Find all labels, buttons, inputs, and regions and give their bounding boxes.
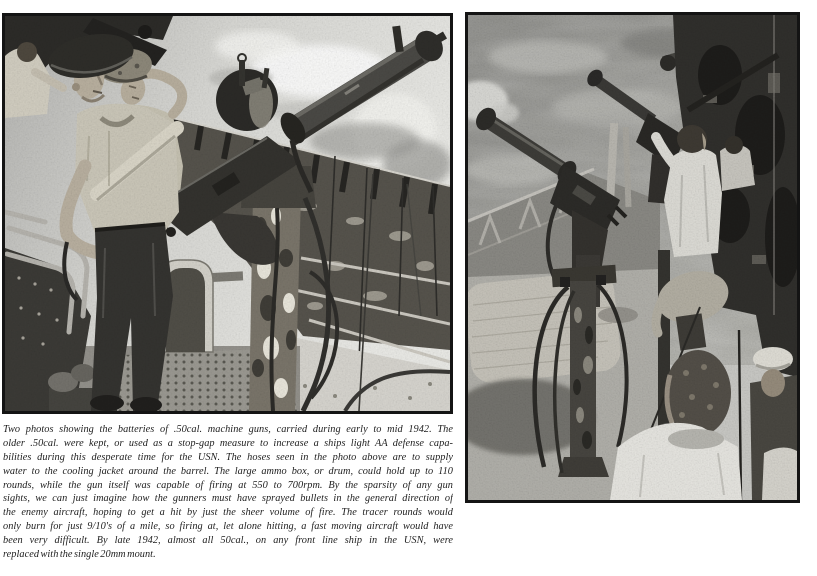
figure-left-photo — [2, 13, 453, 414]
figure-right-photo — [465, 12, 800, 503]
caption-line: Two photos showing the batteries of .50cal. machine guns, carried during early to mid 1942. The — [3, 424, 453, 435]
caption-line: the enemy aircraft, hoping to get a hit by just the sheer volume of fire. The tracer rounds would — [3, 507, 453, 519]
film-grain-overlay — [468, 15, 797, 500]
right-photo-art — [468, 15, 797, 500]
caption-line: replaced with the single 20mm mount. — [3, 549, 156, 561]
caption-line: sights, we can just imagine how the gunners must have sprayed bullets in the general direction of — [3, 493, 453, 505]
caption-line: only burn for just 9/10's of a mile, so firing at, let alone hitting, a fast moving aircraft would have — [3, 521, 453, 533]
photo-caption — [3, 423, 453, 562]
left-photo-art — [5, 16, 450, 411]
caption-line: water to the cooling jacket around the barrel. The large ammo box, or drum, could hold up to 110 — [3, 465, 453, 477]
caption-line: been very difficult. By late 1942, almost all 50cal., on any front line ship in the USN, were — [3, 535, 453, 547]
caption-line: bilities during this desperate time for the USN. The hoses seen in the photo above are to supply — [3, 451, 453, 463]
film-grain-overlay — [5, 16, 450, 411]
caption-line: older .50cal. were kept, or used as a stop-gap measure to increase a ships light AA defense capa- — [3, 437, 453, 449]
caption-line: rounds, while the gun itself was capable of firing at 550 to 700rpm. By the sparsity of any gun — [3, 479, 453, 491]
